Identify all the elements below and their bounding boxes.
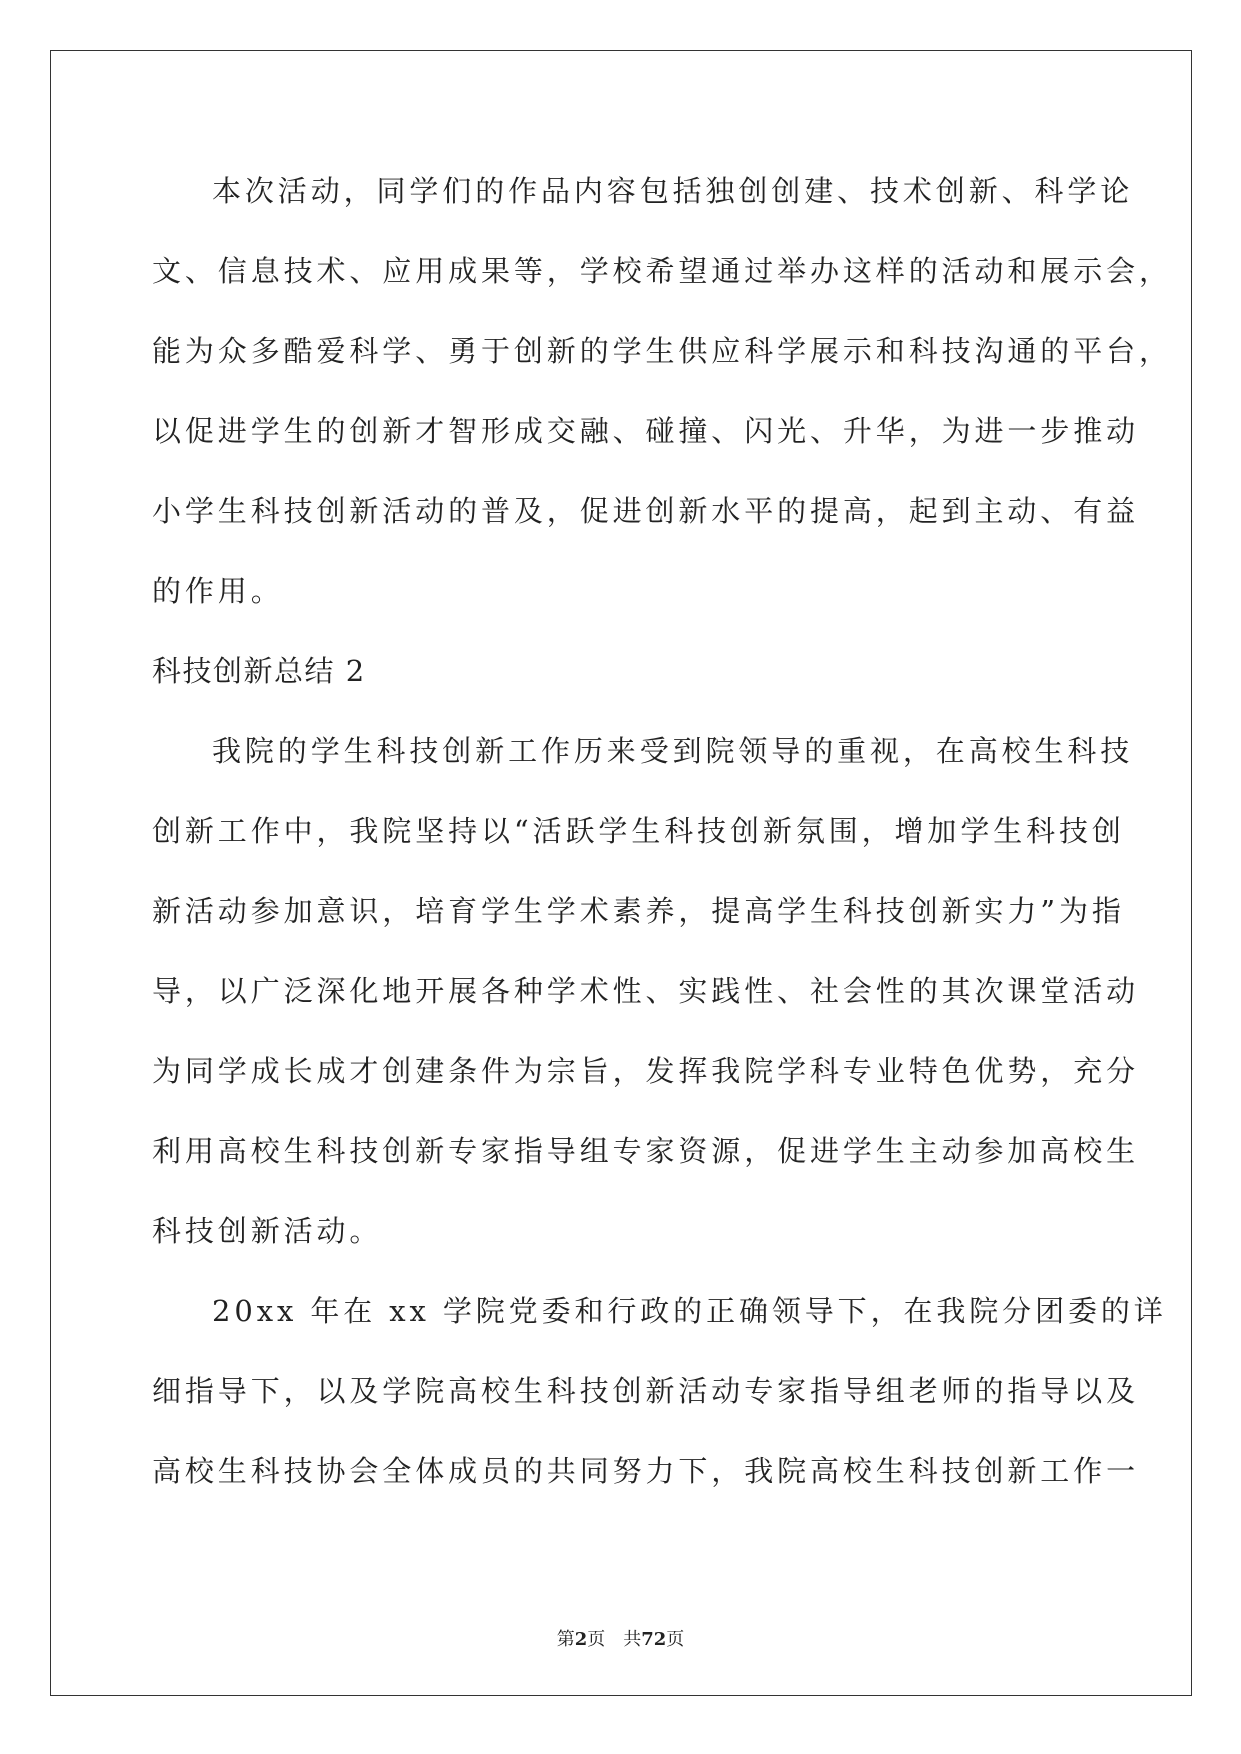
paragraph-line: 新活动参加意识，培育学生学术素养，提高学生科技创新实力”为指 — [152, 894, 1125, 928]
paragraph-line: 20xx 年在 xx 学院党委和行政的正确领导下，在我院分团委的详 — [212, 1294, 1167, 1328]
paragraph-line: 细指导下，以及学院高校生科技创新活动专家指导组老师的指导以及 — [152, 1374, 1140, 1408]
page-prefix: 第 — [556, 1629, 575, 1650]
paragraph-line: 高校生科技协会全体成员的共同努力下，我院高校生科技创新工作一 — [152, 1454, 1140, 1488]
paragraph-line: 小学生科技创新活动的普及，促进创新水平的提高，起到主动、有益 — [152, 494, 1140, 528]
page-number: 2 — [574, 1629, 588, 1650]
paragraph-line: 利用高校生科技创新专家指导组专家资源，促进学生主动参加高校生 — [152, 1134, 1140, 1168]
section-heading: 科技创新总结 2 — [152, 654, 366, 688]
paragraph-line: 能为众多酷爱科学、勇于创新的学生供应科学展示和科技沟通的平台， — [152, 334, 1172, 368]
page-footer — [0, 1628, 1241, 1652]
paragraph-line: 导，以广泛深化地开展各种学术性、实践性、社会性的其次课堂活动 — [152, 974, 1140, 1008]
paragraph-line: 的作用。 — [152, 574, 284, 608]
page-suffix: 页 — [587, 1629, 606, 1650]
paragraph-line: 为同学成长成才创建条件为宗旨，发挥我院学科专业特色优势，充分 — [152, 1054, 1140, 1088]
paragraph-line: 科技创新活动。 — [152, 1214, 383, 1248]
paragraph-line: 我院的学生科技创新工作历来受到院领导的重视，在高校生科技 — [212, 734, 1134, 768]
total-prefix: 共 — [623, 1629, 642, 1650]
paragraph-line: 创新工作中，我院坚持以“活跃学生科技创新氛围，增加学生科技创 — [152, 814, 1125, 848]
paragraph-line: 文、信息技术、应用成果等，学校希望通过举办这样的活动和展示会， — [152, 254, 1172, 288]
total-pages: 72 — [641, 1629, 667, 1650]
paragraph-line: 本次活动，同学们的作品内容包括独创创建、技术创新、科学论 — [212, 174, 1134, 208]
page-border — [50, 50, 1192, 1696]
total-suffix: 页 — [666, 1629, 685, 1650]
paragraph-line: 以促进学生的创新才智形成交融、碰撞、闪光、升华，为进一步推动 — [152, 414, 1140, 448]
